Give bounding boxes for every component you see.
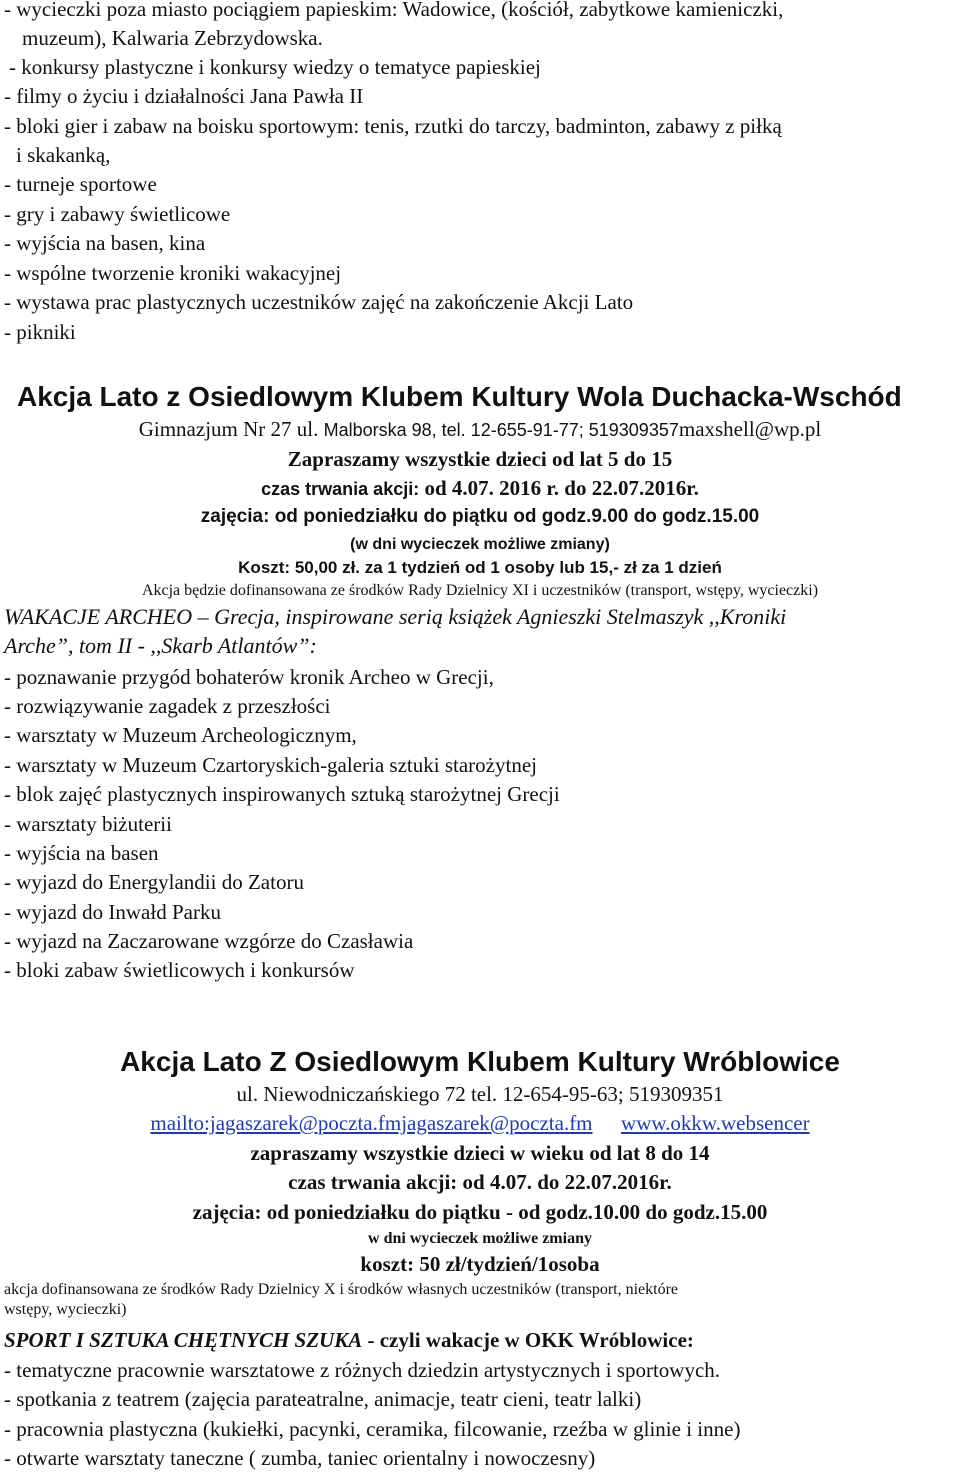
list-item: - wyjazd do Energylandii do Zatoru xyxy=(4,870,304,894)
invite-text: zapraszamy wszystkie dzieci w wieku od lat 8 do 14 xyxy=(250,1141,710,1165)
list-item: - blok zajęć plastycznych inspirowanych sztuką starożytnej Grecji xyxy=(4,782,560,806)
list-item: - wystawa prac plastycznych uczestników zajęć na zakończenie Akcji Lato xyxy=(4,290,634,314)
hours-text: zajęcia: od poniedziałku do piątku od godz.9.00 do godz.15.00 xyxy=(200,506,760,527)
list-item: - wycieczki poza miasto pociągiem papieskim: Wadowice, (kościół, zabytkowe kamieniczki, xyxy=(4,0,784,21)
list-item: i skakanką, xyxy=(16,143,111,167)
list-item: - pikniki xyxy=(4,320,76,344)
list-item: - poznawanie przygód bohaterów kronik Archeo w Grecji, xyxy=(4,665,494,689)
list-item: - otwarte warsztaty taneczne ( zumba, taniec orientalny i nowoczesny) xyxy=(4,1446,596,1470)
list-item: - bloki gier i zabaw na boisku sportowym: tenis, rzutki do tarczy, badminton, zabawy z piłką xyxy=(4,114,782,138)
list-item: - wyjazd do Inwałd Parku xyxy=(4,900,221,924)
invite-text: Zapraszamy wszystkie dzieci od lat 5 do 15 xyxy=(287,447,673,471)
funding-text: Akcja będzie dofinansowana ze środków Rady Dzielnicy XI i uczestników (transport, wstępy, wycieczki) xyxy=(141,582,819,599)
program-title-rest: - czyli wakacje w OKK Wróblowice: xyxy=(362,1328,694,1352)
list-item: - wyjazd na Zaczarowane wzgórze do Czasławia xyxy=(4,929,414,953)
duration-line xyxy=(0,475,960,502)
funding-line-1: akcja dofinansowana ze środków Rady Dzielnicy X i środków własnych uczestników (transport, niektóre xyxy=(4,1281,679,1298)
address-line xyxy=(0,416,960,443)
address-email: maxshell@wp.pl xyxy=(678,417,822,441)
email-link[interactable]: mailto:jagaszarek@poczta.fmjagaszarek@poczta.fm xyxy=(150,1111,593,1135)
list-item: - spotkania z teatrem (zajęcia parateatralne, animacje, teatr cieni, teatr lalki) xyxy=(4,1387,642,1411)
list-item: - bloki zabaw świetlicowych i konkursów xyxy=(4,958,355,982)
contact-links xyxy=(0,1110,960,1136)
list-item: - warsztaty w Muzeum Archeologicznym, xyxy=(4,723,357,747)
note-text: w dni wycieczek możliwe zmiany xyxy=(368,1230,592,1247)
list-item: - gry i zabawy świetlicowe xyxy=(4,202,231,226)
section-heading: Akcja Lato z Osiedlowym Klubem Kultury Wola Duchacka-Wschód xyxy=(17,381,902,412)
list-item: muzeum), Kalwaria Zebrzydowska. xyxy=(22,26,323,50)
list-item: - konkursy plastyczne i konkursy wiedzy o tematyce papieskiej xyxy=(9,55,541,79)
address-street-phone: Malborska 98, tel. 12-655-91-77; 519309357 xyxy=(323,420,679,440)
program-title-line-2: Arche”, tom II - ,,Skarb Atlantów”: xyxy=(4,633,317,658)
list-item: - wyjścia na basen xyxy=(4,841,159,865)
list-item: - tematyczne pracownie warsztatowe z różnych dziedzin artystycznych i sportowych. xyxy=(4,1358,721,1382)
duration-value: od 4.07. 2016 r. do 22.07.2016r. xyxy=(424,476,699,500)
funding-line-2: wstępy, wycieczki) xyxy=(4,1301,127,1318)
program-title-italic: SPORT I SZTUKA CHĘTNYCH SZUKA xyxy=(4,1328,363,1352)
list-item: - rozwiązywanie zagadek z przeszłości xyxy=(4,694,331,718)
list-item: - warsztaty w Muzeum Czartoryskich-galeria sztuki starożytnej xyxy=(4,753,537,777)
hours-text: zajęcia: od poniedziałku do piątku - od godz.10.00 do godz.15.00 xyxy=(192,1200,768,1224)
duration-text: czas trwania akcji: od 4.07. do 22.07.2016r. xyxy=(288,1170,672,1194)
address-line: ul. Niewodniczańskiego 72 tel. 12-654-95-63; 519309351 xyxy=(236,1082,724,1106)
list-item: - turneje sportowe xyxy=(4,172,157,196)
cost-text: koszt: 50 zł/tydzień/1osoba xyxy=(360,1252,600,1276)
program-title xyxy=(4,1327,960,1353)
duration-label: czas trwania akcji: xyxy=(261,479,420,499)
address-school: Gimnazjum Nr 27 ul. xyxy=(138,417,319,441)
list-item: - warsztaty biżuterii xyxy=(4,812,172,836)
note-text: (w dni wycieczek możliwe zmiany) xyxy=(350,536,610,553)
program-title-line-1: WAKACJE ARCHEO – Grecja, inspirowane serią książek Agnieszki Stelmaszyk ,,Kroniki xyxy=(4,604,787,629)
section-heading: Akcja Lato Z Osiedlowym Klubem Kultury Wróblowice xyxy=(120,1046,840,1077)
list-item: - pracownia plastyczna (kukiełki, pacynki, ceramika, filcowanie, rzeźba w glinie i inne) xyxy=(4,1417,741,1441)
cost-text: Koszt: 50,00 zł. za 1 tydzień od 1 osoby lub 15,- zł za 1 dzień xyxy=(238,558,722,577)
list-item: - filmy o życiu i działalności Jana Pawła II xyxy=(4,84,364,108)
list-item: - wspólne tworzenie kroniki wakacyjnej xyxy=(4,261,342,285)
website-link[interactable]: www.okkw.websencer xyxy=(621,1111,810,1135)
list-item: - wyjścia na basen, kina xyxy=(4,231,206,255)
